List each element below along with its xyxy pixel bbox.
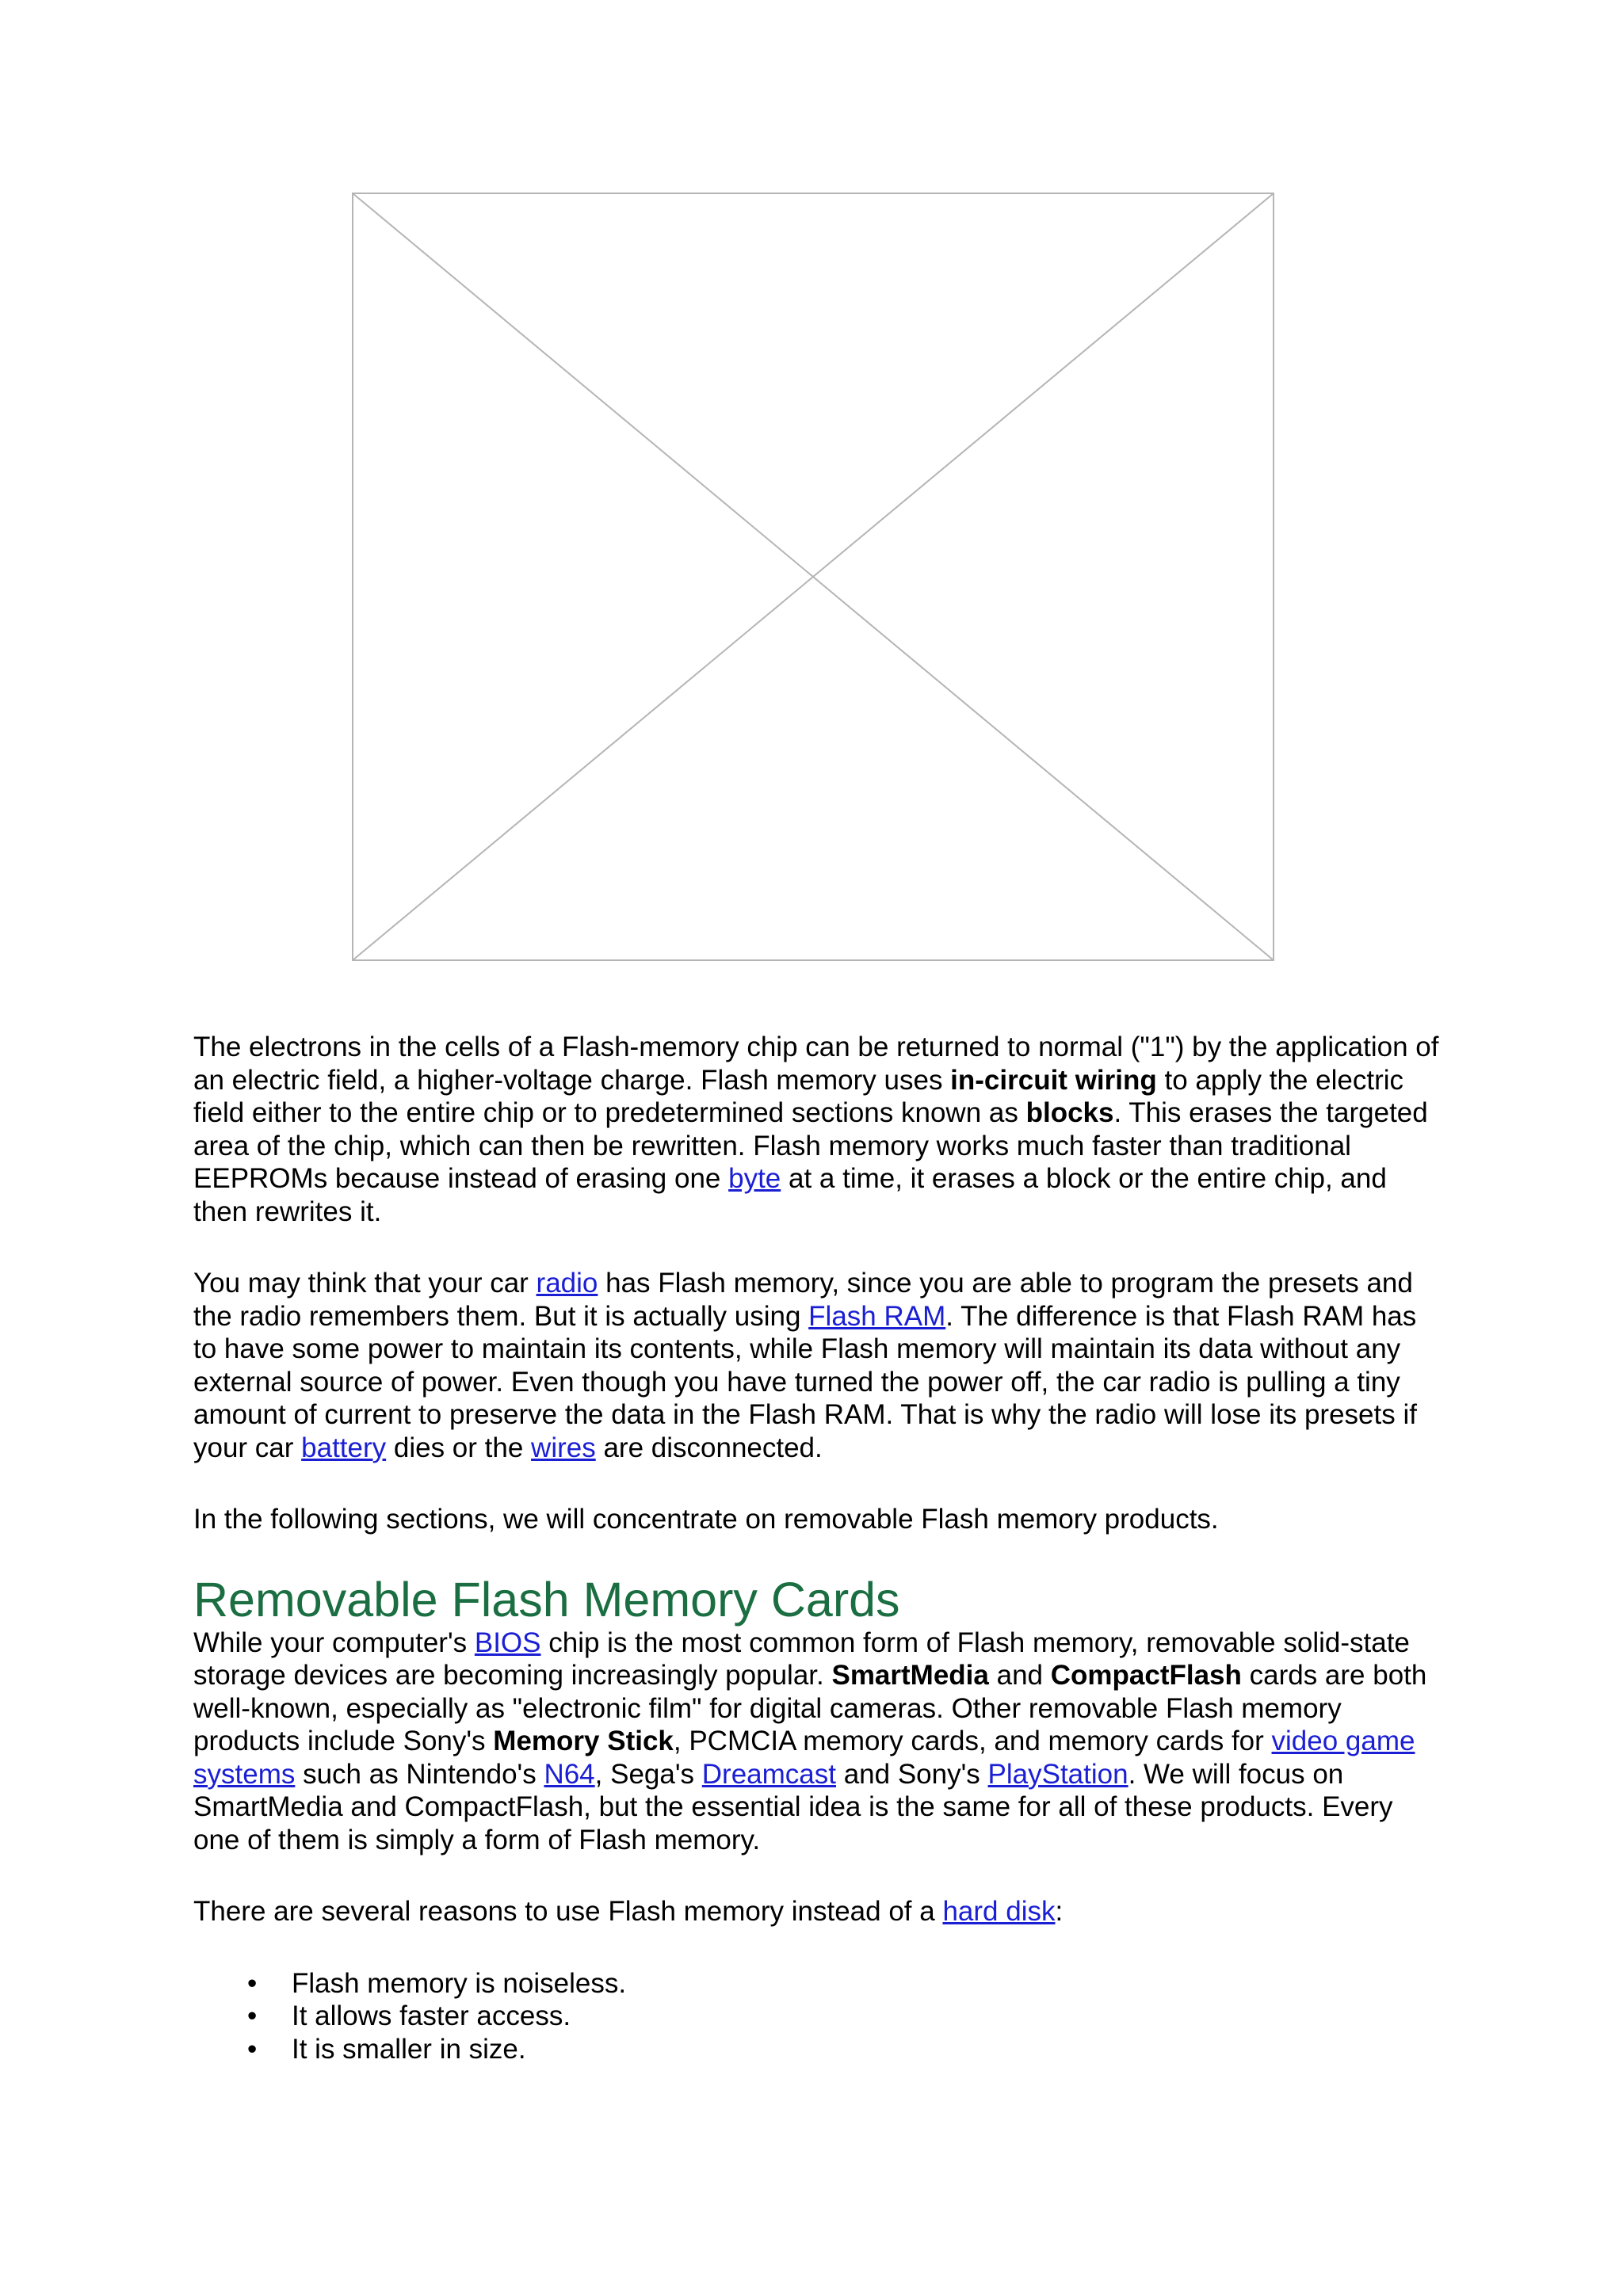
link-wires[interactable]: wires xyxy=(531,1432,596,1463)
link-n64[interactable]: N64 xyxy=(544,1758,595,1790)
text-span: While your computer's xyxy=(193,1627,475,1658)
text-span: has Flash memory, since you are able to program the presets and the radio remembers them. But it is actually using xyxy=(193,1268,1413,1332)
bullet-icon: • xyxy=(247,1967,258,1999)
bullet-icon: • xyxy=(247,2033,258,2065)
paragraph-flash-erase xyxy=(193,1031,1445,1228)
link-playstation[interactable]: PlayStation xyxy=(987,1758,1128,1790)
text-span: are disconnected. xyxy=(595,1432,823,1463)
text-span: You may think that your car xyxy=(193,1268,537,1299)
link-radio[interactable]: radio xyxy=(536,1268,598,1299)
term-smartmedia: SmartMedia xyxy=(831,1660,989,1691)
link-flash-ram[interactable]: Flash RAM xyxy=(808,1300,946,1332)
text-span: cards are both well-known, especially as "electronic film" for digital cameras. Other removable Flash memory products include Sony's xyxy=(193,1660,1427,1756)
text-span: . This erases the targeted area of the chip, which can then be rewritten. Flash memory works much faster than traditional EEPROMs because instead of erasing one xyxy=(193,1097,1428,1194)
list-item xyxy=(193,2000,1445,2033)
reasons-list xyxy=(193,1967,1445,2066)
list-item xyxy=(193,1967,1445,2000)
paragraph-removable-cards xyxy=(193,1627,1445,1857)
text-span: . The difference is that Flash RAM has to have some power to maintain its contents, while Flash memory will maintain its data without any external source of power. Even though you have turned the power off, the car radio is pulling a tiny amount of current to preserve the data in the Flash RAM. That is why the radio will lose its presets if your car xyxy=(193,1300,1417,1463)
list-item-text: It allows faster access. xyxy=(292,2000,571,2031)
text-span: . We will focus on SmartMedia and CompactFlash, but the essential idea is the same for all of these products. Every one of them is simply a form of Flash memory. xyxy=(193,1758,1393,1855)
text-span: The electrons in the cells of a Flash-memory chip can be returned to normal ("1") by the application of an electric field, a higher-voltage charge. Flash memory uses xyxy=(193,1032,1439,1096)
broken-image-icon xyxy=(352,193,1274,961)
missing-image-placeholder xyxy=(352,193,1274,961)
link-video-game-systems[interactable]: video game systems xyxy=(193,1726,1415,1790)
text-span: and xyxy=(988,1660,1051,1691)
text-span: , Sega's xyxy=(594,1758,702,1790)
text-span: chip is the most common form of Flash memory, removable solid-state storage devices are becoming increasingly popular. xyxy=(193,1627,1410,1691)
term-memory-stick: Memory Stick xyxy=(493,1726,674,1756)
section-heading: Removable Flash Memory Cards xyxy=(193,1572,900,1627)
text-span: such as Nintendo's xyxy=(295,1758,544,1790)
text-span: , PCMCIA memory cards, and memory cards for xyxy=(673,1726,1272,1756)
article-body xyxy=(193,1031,1445,2065)
list-item xyxy=(193,2033,1445,2066)
link-hard-disk[interactable]: hard disk xyxy=(942,1896,1056,1927)
text-span: at a time, it erases a block or the entire chip, and then rewrites it. xyxy=(193,1163,1387,1227)
term-compactflash: CompactFlash xyxy=(1050,1660,1242,1691)
text-span: : xyxy=(1055,1896,1064,1927)
paragraph-following-sections: In the following sections, we will concentrate on removable Flash memory products. xyxy=(193,1504,1219,1535)
link-battery[interactable]: battery xyxy=(301,1432,387,1463)
link-bios[interactable]: BIOS xyxy=(474,1627,541,1658)
link-byte[interactable]: byte xyxy=(728,1163,781,1194)
bullet-icon: • xyxy=(247,2000,258,2031)
text-span: and Sony's xyxy=(835,1758,988,1790)
paragraph-reasons-intro xyxy=(193,1895,1445,1928)
term-blocks: blocks xyxy=(1025,1097,1114,1128)
paragraph-car-radio xyxy=(193,1267,1445,1464)
list-item-text: Flash memory is noiseless. xyxy=(292,1967,627,1999)
link-dreamcast[interactable]: Dreamcast xyxy=(701,1758,836,1790)
text-span: There are several reasons to use Flash memory instead of a xyxy=(193,1896,943,1927)
text-span: dies or the xyxy=(386,1432,532,1463)
list-item-text: It is smaller in size. xyxy=(292,2033,526,2065)
term-in-circuit-wiring: in-circuit wiring xyxy=(950,1064,1157,1096)
text-span: to apply the electric field either to the entire chip or to predetermined sections known as xyxy=(193,1064,1404,1128)
